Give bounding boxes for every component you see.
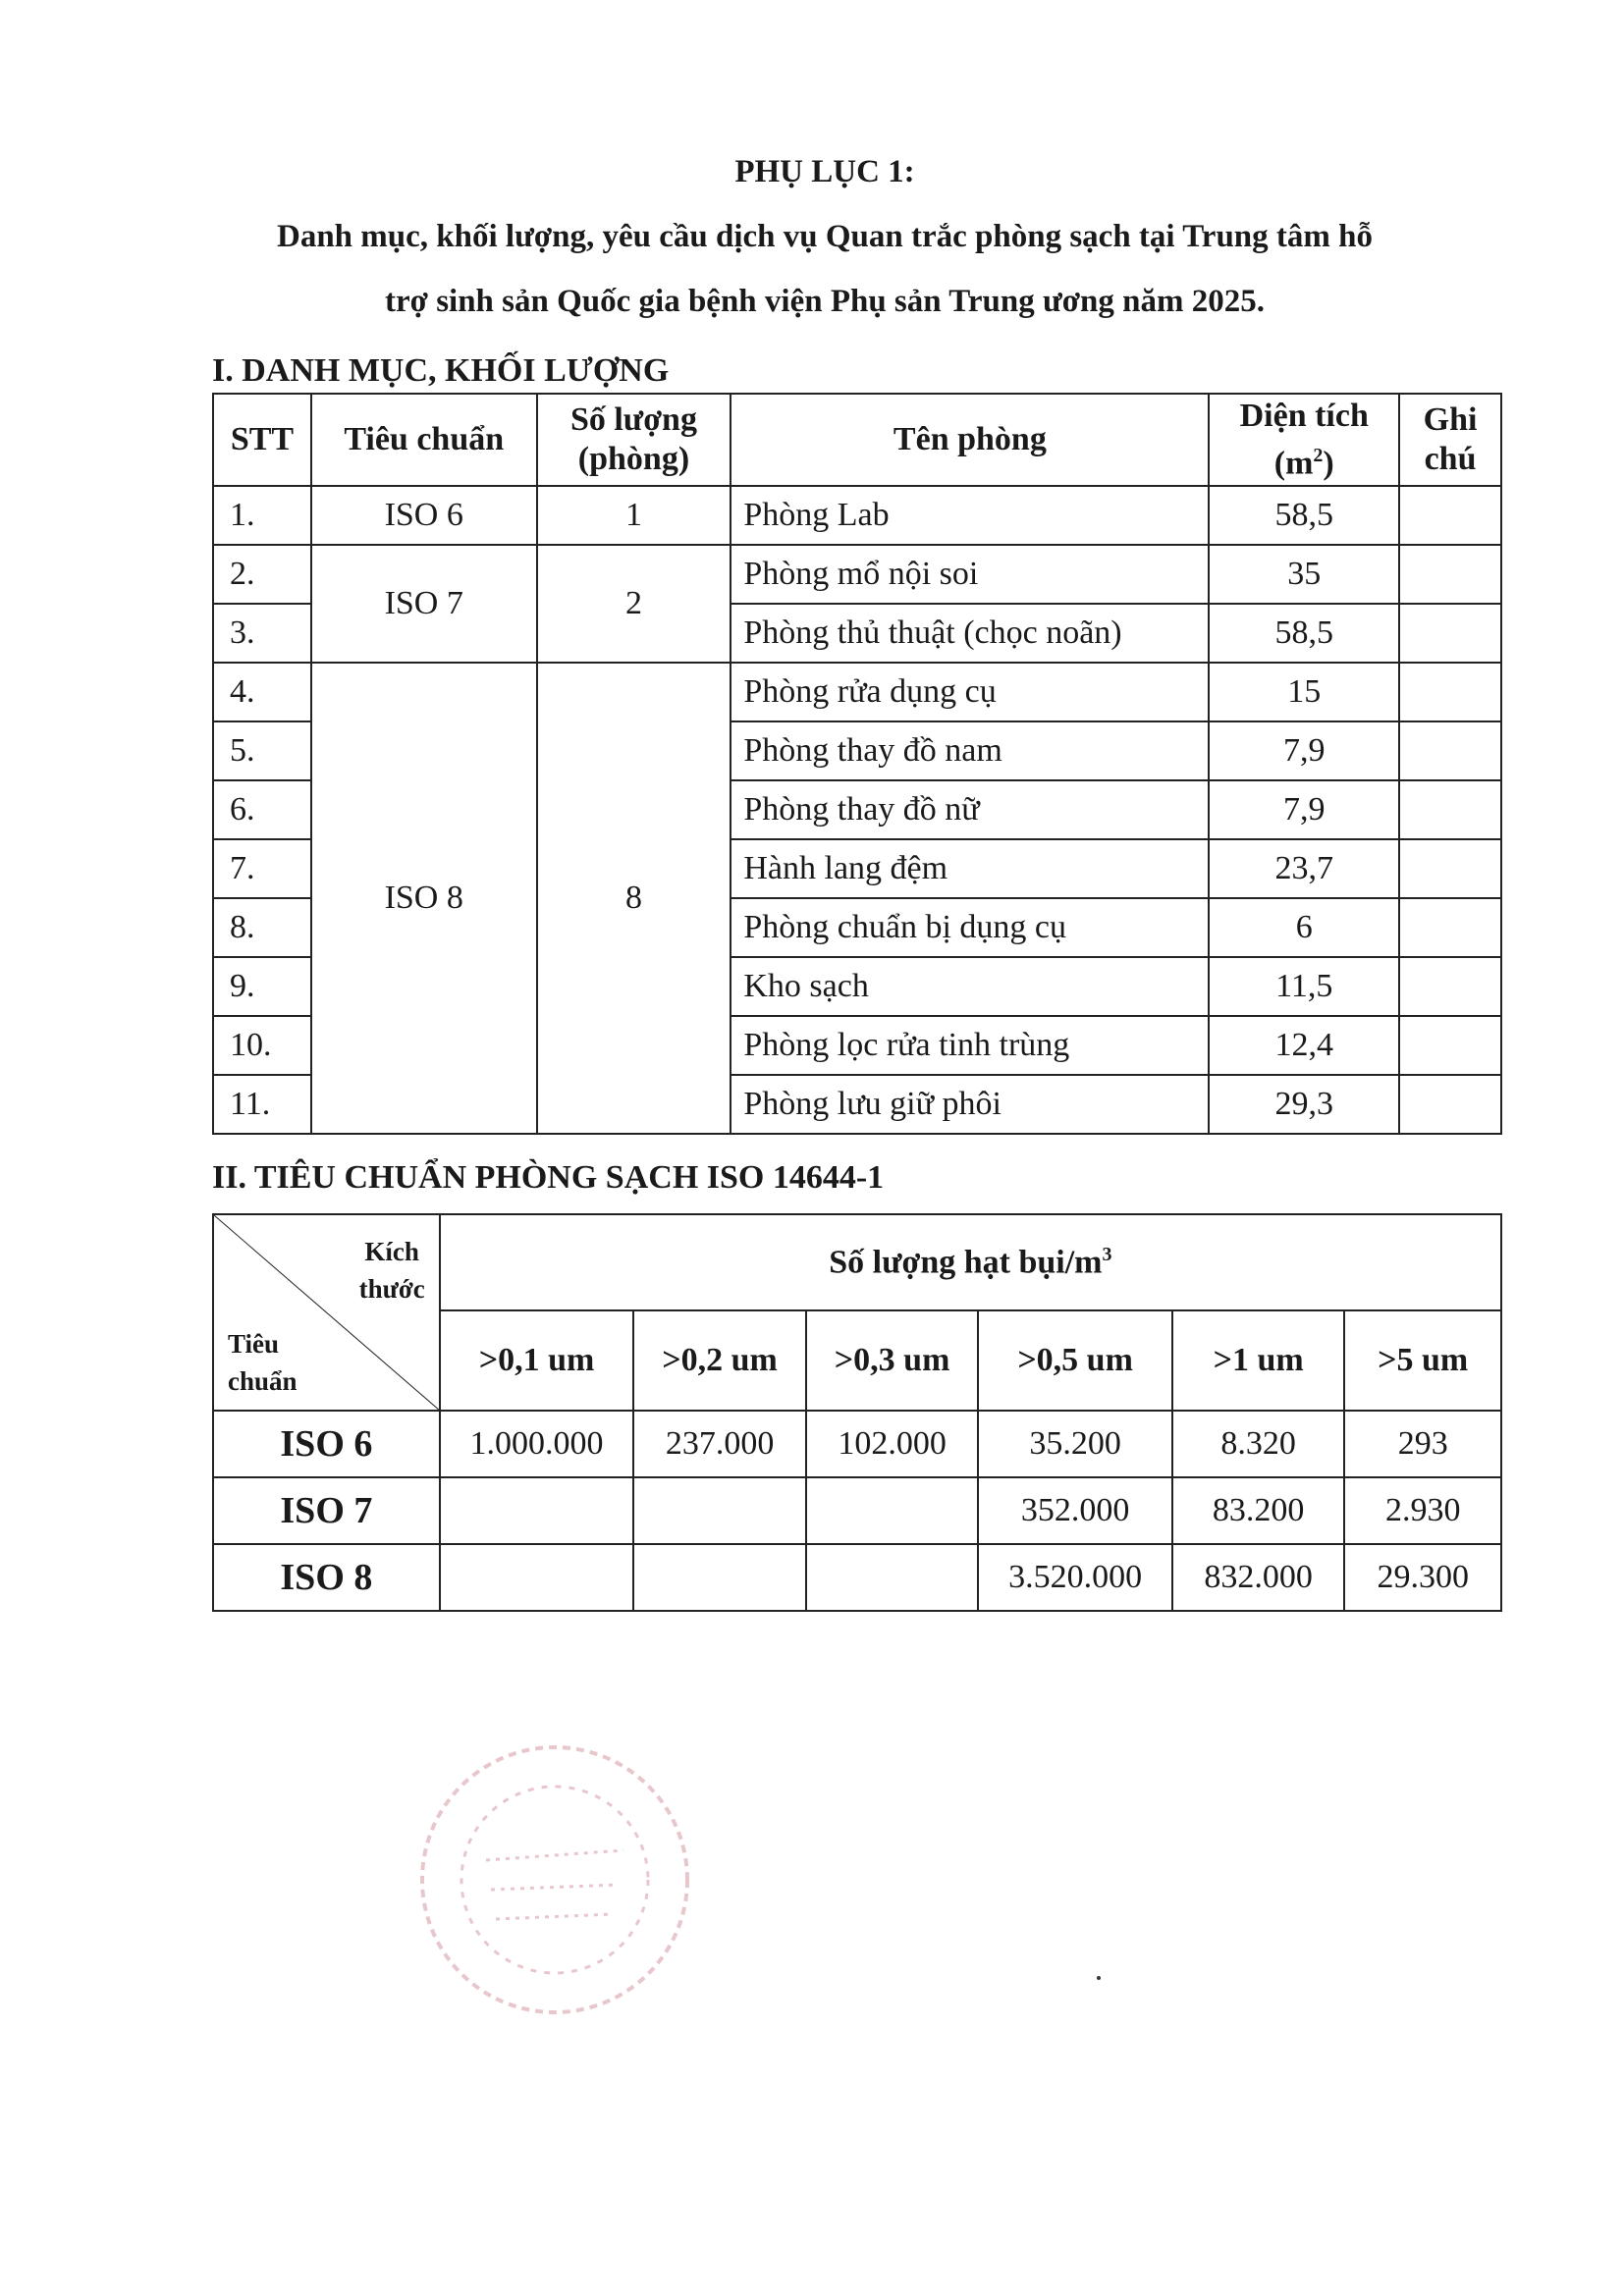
- col-header-stt: STT: [213, 394, 311, 486]
- table-row: [213, 1544, 1501, 1611]
- row-note: [1399, 721, 1501, 780]
- corner-header-cell: [213, 1214, 440, 1411]
- row-room: Phòng thay đồ nam: [731, 721, 1209, 780]
- table-header-row: [213, 394, 1501, 486]
- row-room: Phòng mổ nội soi: [731, 545, 1209, 604]
- row-area: 7,9: [1209, 780, 1399, 839]
- row-area: 12,4: [1209, 1016, 1399, 1075]
- room-list-table: [212, 393, 1502, 1135]
- row-standard: ISO 7: [213, 1477, 440, 1544]
- row-value: 352.000: [978, 1477, 1172, 1544]
- row-room: Phòng thay đồ nữ: [731, 780, 1209, 839]
- subtitle-line-1: Danh mục, khối lượng, yêu cầu dịch vụ Quan trắc phòng sạch tại Trung tâm hỗ: [277, 219, 1373, 254]
- row-standard: ISO 6: [213, 1411, 440, 1477]
- row-stt: 4.: [213, 663, 311, 721]
- corner-size-line2: thước: [358, 1274, 425, 1304]
- area-unit-text: (m: [1273, 445, 1314, 482]
- particle-count-header: [440, 1214, 1501, 1310]
- table-header-row: [213, 1214, 1501, 1310]
- row-stt: 9.: [213, 957, 311, 1016]
- corner-standard-line2: chuẩn: [228, 1366, 298, 1396]
- row-room: Kho sạch: [731, 957, 1209, 1016]
- corner-size-label: [359, 1233, 425, 1308]
- row-note: [1399, 486, 1501, 545]
- table-row: [213, 1411, 1501, 1477]
- row-area: 58,5: [1209, 486, 1399, 545]
- area-unit-close: ): [1323, 445, 1334, 482]
- row-room: Hành lang đệm: [731, 839, 1209, 898]
- size-header: >0,3 um: [806, 1310, 979, 1411]
- row-stt: 2.: [213, 545, 311, 604]
- row-room: Phòng rửa dụng cụ: [731, 663, 1209, 721]
- table-row: [213, 545, 1501, 604]
- row-value: 83.200: [1172, 1477, 1345, 1544]
- particle-count-header-sup: 3: [1102, 1243, 1112, 1265]
- col-header-note-line1: Ghi: [1423, 401, 1478, 438]
- col-header-quantity-line2: (phòng): [577, 441, 690, 477]
- official-stamp: [407, 1733, 702, 2027]
- row-area: 11,5: [1209, 957, 1399, 1016]
- row-value: 29.300: [1344, 1544, 1501, 1611]
- row-value: 293: [1344, 1411, 1501, 1477]
- row-note: [1399, 663, 1501, 721]
- row-note: [1399, 898, 1501, 957]
- row-value: [806, 1544, 979, 1611]
- col-header-room: Tên phòng: [731, 394, 1209, 486]
- row-stt: 10.: [213, 1016, 311, 1075]
- row-area: 15: [1209, 663, 1399, 721]
- row-note: [1399, 604, 1501, 663]
- row-note: [1399, 1075, 1501, 1134]
- section2-heading: II. TIÊU CHUẨN PHÒNG SẠCH ISO 14644-1: [212, 1159, 885, 1196]
- row-note: [1399, 1016, 1501, 1075]
- iso-standard-table: [212, 1213, 1502, 1612]
- col-header-area-unit: [1210, 436, 1398, 483]
- row-value: [806, 1477, 979, 1544]
- ink-dot: [1097, 1976, 1101, 1980]
- col-header-standard: Tiêu chuẩn: [311, 394, 537, 486]
- row-room: Phòng thủ thuật (chọc noãn): [731, 604, 1209, 663]
- row-note: [1399, 545, 1501, 604]
- row-value: 8.320: [1172, 1411, 1345, 1477]
- row-area: 29,3: [1209, 1075, 1399, 1134]
- table-row: [213, 1477, 1501, 1544]
- col-header-note: [1399, 394, 1501, 486]
- row-value: 832.000: [1172, 1544, 1345, 1611]
- row-room: Phòng lọc rửa tinh trùng: [731, 1016, 1209, 1075]
- col-header-area-line1: Diện tích: [1239, 397, 1369, 434]
- size-header: >0,1 um: [440, 1310, 634, 1411]
- row-stt: 8.: [213, 898, 311, 957]
- row-standard: ISO 6: [311, 486, 537, 545]
- row-value: 237.000: [633, 1411, 806, 1477]
- row-area: 7,9: [1209, 721, 1399, 780]
- row-stt: 11.: [213, 1075, 311, 1134]
- row-value: 3.520.000: [978, 1544, 1172, 1611]
- table-row: [213, 486, 1501, 545]
- row-value: [633, 1477, 806, 1544]
- document-title-block: [137, 139, 1512, 334]
- row-room: Phòng lưu giữ phôi: [731, 1075, 1209, 1134]
- row-area: 6: [1209, 898, 1399, 957]
- col-header-quantity-line1: Số lượng: [569, 401, 697, 438]
- subtitle-line-2: trợ sinh sản Quốc gia bệnh viện Phụ sản Trung ương năm 2025.: [385, 284, 1265, 319]
- row-note: [1399, 957, 1501, 1016]
- size-header: >0,5 um: [978, 1310, 1172, 1411]
- row-stt: 5.: [213, 721, 311, 780]
- area-unit-sup: 2: [1313, 444, 1324, 466]
- row-value: 35.200: [978, 1411, 1172, 1477]
- appendix-title: PHỤ LỤC 1:: [734, 154, 915, 189]
- row-note: [1399, 780, 1501, 839]
- row-standard: ISO 8: [213, 1544, 440, 1611]
- row-quantity: 1: [537, 486, 731, 545]
- section1-heading: I. DANH MỤC, KHỐI LƯỢNG: [212, 352, 670, 389]
- row-value: [633, 1544, 806, 1611]
- row-stt: 3.: [213, 604, 311, 663]
- row-area: 23,7: [1209, 839, 1399, 898]
- col-header-note-line2: chú: [1424, 441, 1477, 477]
- corner-standard-line1: Tiêu: [228, 1329, 280, 1359]
- row-note: [1399, 839, 1501, 898]
- row-value: [440, 1544, 634, 1611]
- row-standard: ISO 7: [311, 545, 537, 663]
- row-room: Phòng Lab: [731, 486, 1209, 545]
- col-header-area: [1209, 394, 1399, 486]
- row-stt: 6.: [213, 780, 311, 839]
- corner-standard-label: [228, 1325, 298, 1400]
- row-standard: ISO 8: [311, 663, 537, 1134]
- corner-size-line1: Kích: [364, 1237, 419, 1266]
- table-row: [213, 663, 1501, 721]
- particle-count-header-text: Số lượng hạt bụi/m: [829, 1244, 1103, 1281]
- row-value: [440, 1477, 634, 1544]
- row-value: 1.000.000: [440, 1411, 634, 1477]
- size-header: >5 um: [1344, 1310, 1501, 1411]
- row-area: 35: [1209, 545, 1399, 604]
- row-area: 58,5: [1209, 604, 1399, 663]
- row-value: 102.000: [806, 1411, 979, 1477]
- col-header-quantity: [537, 394, 731, 486]
- row-room: Phòng chuẩn bị dụng cụ: [731, 898, 1209, 957]
- row-quantity: 2: [537, 545, 731, 663]
- row-stt: 7.: [213, 839, 311, 898]
- row-stt: 1.: [213, 486, 311, 545]
- row-quantity: 8: [537, 663, 731, 1134]
- size-header: >0,2 um: [633, 1310, 806, 1411]
- row-value: 2.930: [1344, 1477, 1501, 1544]
- size-header: >1 um: [1172, 1310, 1345, 1411]
